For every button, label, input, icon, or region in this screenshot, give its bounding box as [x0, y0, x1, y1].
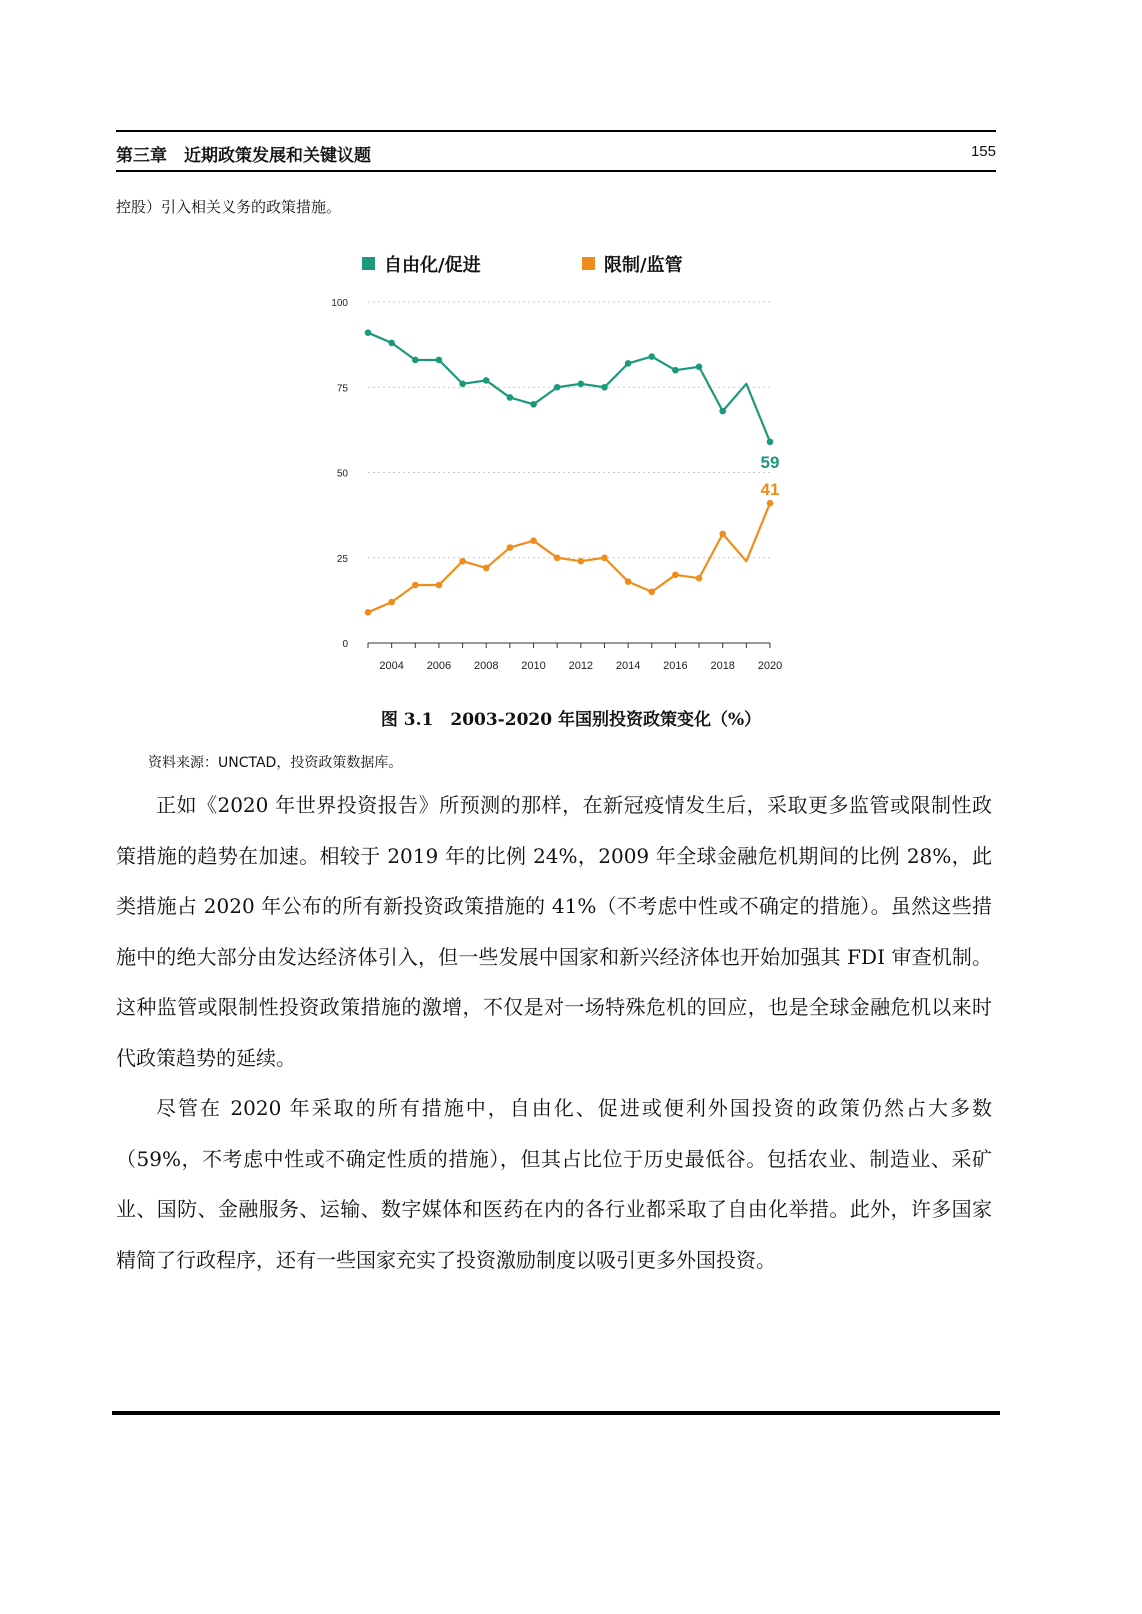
series-2-point-2006 [436, 582, 443, 589]
series-1-point-2013 [601, 384, 608, 391]
figure-caption: 图 3.1 2003-2020 年国别投资政策变化（%） [380, 710, 762, 730]
legend-label-2: 限制/监管 [604, 255, 683, 276]
series-2-point-2003 [365, 609, 372, 616]
series-1-point-2003 [365, 329, 372, 336]
series-2-point-2005 [412, 582, 419, 589]
x-tick-label-2010: 2010 [521, 660, 546, 672]
chapter-title: 第三章 近期政策发展和关键议题 [116, 146, 371, 166]
x-tick-label-2018: 2018 [710, 660, 735, 672]
series-1-point-2016 [672, 367, 679, 374]
x-tick-label-2004: 2004 [379, 660, 404, 672]
series-1-point-2018 [719, 408, 726, 415]
page-number: 155 [970, 143, 996, 160]
series-1-point-2014 [625, 360, 632, 367]
series-2-point-2007 [459, 558, 466, 565]
series-1-point-2015 [648, 353, 655, 360]
series-1-point-2011 [554, 384, 561, 391]
legend-swatch-1 [362, 257, 375, 270]
y-tick-label-100: 100 [331, 298, 348, 309]
legend-label-1: 自由化/促进 [384, 255, 481, 276]
paragraph-2: 尽管在 2020 年采取的所有措施中，自由化、促进或便利外国投资的政策仍然占大多数（59%，不考虑中性或不确定性质的措施），但其占比位于历史最低谷。包括农业、制造业、采矿业、国防、金融服务、运输、数字媒体和医药在内的各行业都采取了自由化举措。此外，许多国家精简了行政程序，还有一些国家充实了投资激励制度以吸引更多外国投资。 [116, 1096, 992, 1272]
series-1-point-2008 [483, 377, 490, 384]
series-2-point-2012 [578, 558, 585, 565]
series-2-point-2017 [696, 575, 703, 582]
y-tick-label-0: 0 [342, 639, 348, 650]
series-2-point-2014 [625, 578, 632, 585]
series-1-point-2007 [459, 381, 466, 388]
series-2-point-2009 [507, 544, 514, 551]
series-2-point-2013 [601, 554, 608, 561]
series-1-point-2012 [578, 381, 585, 388]
x-tick-label-2014: 2014 [615, 660, 641, 672]
x-tick-label-2008: 2008 [473, 660, 499, 672]
body-text [116, 780, 992, 1285]
x-tick-label-2016: 2016 [663, 660, 688, 672]
footer-rule [112, 1411, 1000, 1415]
series-1-point-2005 [412, 357, 419, 364]
y-tick-label-50: 50 [336, 468, 348, 480]
x-tick-label-2020: 2020 [757, 660, 783, 672]
continuation-text: 控股）引入相关义务的政策措施。 [116, 198, 342, 216]
series-2-point-2018 [719, 531, 726, 538]
series-2-end-label: 41 [760, 480, 780, 500]
series-2-point-2008 [483, 565, 490, 572]
series-2-point-2020 [767, 500, 774, 507]
series-2-point-2015 [648, 589, 655, 596]
series-1-end-label: 59 [760, 452, 780, 472]
series-1-point-2009 [507, 394, 514, 401]
series-2-point-2004 [388, 599, 395, 606]
series-1-point-2020 [767, 439, 774, 446]
paragraph-1: 正如《2020 年世界投资报告》所预测的那样，在新冠疫情发生后，采取更多监管或限制性政策措施的趋势在加速。相较于 2019 年的比例 24%，2009 年全球金融危机期间的比例 28%，此类措施占 2020 年公布的所有新投资政策措施的 41%（不考虑中性或不确定的措施）。虽然这些措施中的绝大部分由发达经济体引入，但一些发展中国家和新兴经济体也开始加强其 FDI 审查机制。这种监管或限制性投资政策措施的激增，不仅是对一场特殊危机的回应，也是全球金融危机以来时代政策趋势的延续。 [116, 793, 992, 1070]
series-1-point-2017 [696, 363, 703, 370]
series-2-point-2011 [554, 554, 561, 561]
y-tick-label-25: 25 [336, 553, 348, 565]
series-1-point-2004 [388, 340, 395, 347]
series-1-point-2010 [530, 401, 537, 408]
legend-swatch-2 [582, 257, 595, 270]
figure-source: 资料来源：UNCTAD，投资政策数据库。 [148, 755, 403, 771]
series-2-point-2010 [530, 537, 537, 544]
series-2-point-2016 [672, 572, 679, 579]
x-tick-label-2006: 2006 [426, 660, 452, 672]
running-header [116, 130, 996, 172]
line-chart [320, 245, 790, 685]
series-1-point-2006 [436, 357, 443, 364]
y-tick-label-75: 75 [336, 383, 348, 395]
x-tick-label-2012: 2012 [568, 660, 594, 672]
